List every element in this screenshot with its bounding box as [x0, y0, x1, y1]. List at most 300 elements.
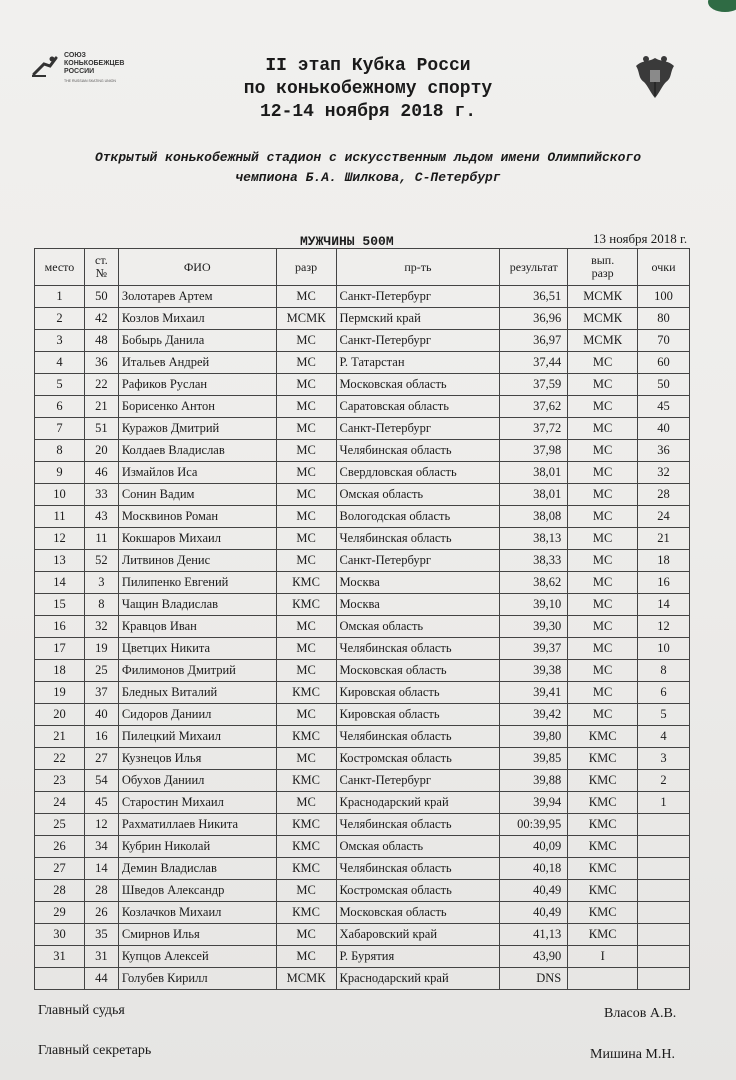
cell-rank: КМС	[276, 682, 336, 704]
cell-region: Московская область	[336, 374, 500, 396]
cell-achieved-rank: КМС	[568, 902, 638, 924]
cell-result: 37,98	[500, 440, 568, 462]
cell-achieved-rank: МСМК	[568, 286, 638, 308]
table-row	[35, 374, 690, 396]
title-line-2: по конькобежному спорту	[243, 79, 493, 99]
cell-place: 13	[35, 550, 85, 572]
cell-points: 18	[638, 550, 690, 572]
cell-achieved-rank: МС	[568, 528, 638, 550]
cell-rank: МС	[276, 792, 336, 814]
cell-start-number: 20	[84, 440, 118, 462]
cell-result: DNS	[500, 968, 568, 990]
cell-place: 22	[35, 748, 85, 770]
cell-achieved-rank: МС	[568, 594, 638, 616]
cell-athlete-name: Измайлов Иса	[118, 462, 276, 484]
cell-place: 1	[35, 286, 85, 308]
event-date: 13 ноября 2018 г.	[593, 231, 688, 246]
table-row	[35, 814, 690, 836]
cell-points: 14	[638, 594, 690, 616]
cell-rank: МС	[276, 418, 336, 440]
cell-athlete-name: Рахматиллаев Никита	[118, 814, 276, 836]
cell-place: 14	[35, 572, 85, 594]
cell-result: 38,01	[500, 462, 568, 484]
cell-start-number: 36	[84, 352, 118, 374]
cell-start-number: 14	[84, 858, 118, 880]
cell-rank: КМС	[276, 726, 336, 748]
cell-points: 3	[638, 748, 690, 770]
cell-place	[35, 968, 85, 990]
cell-points: 45	[638, 396, 690, 418]
cell-points	[638, 836, 690, 858]
cell-points	[638, 946, 690, 968]
cell-points: 100	[638, 286, 690, 308]
cell-rank: МС	[276, 704, 336, 726]
cell-points: 60	[638, 352, 690, 374]
cell-place: 3	[35, 330, 85, 352]
cell-achieved-rank: КМС	[568, 726, 638, 748]
cell-start-number: 52	[84, 550, 118, 572]
cell-points: 12	[638, 616, 690, 638]
cell-place: 25	[35, 814, 85, 836]
cell-start-number: 28	[84, 880, 118, 902]
cell-athlete-name: Кравцов Иван	[118, 616, 276, 638]
cell-start-number: 42	[84, 308, 118, 330]
cell-achieved-rank: МС	[568, 418, 638, 440]
col-header-achieved-rank: вып. разр	[568, 249, 638, 286]
table-row	[35, 726, 690, 748]
cell-start-number: 44	[84, 968, 118, 990]
cell-achieved-rank: МСМК	[568, 308, 638, 330]
cell-start-number: 40	[84, 704, 118, 726]
cell-achieved-rank: МС	[568, 572, 638, 594]
cell-rank: КМС	[276, 858, 336, 880]
cell-rank: КМС	[276, 814, 336, 836]
cell-result: 38,13	[500, 528, 568, 550]
cell-points	[638, 968, 690, 990]
cell-achieved-rank: КМС	[568, 858, 638, 880]
cell-region: Костромская область	[336, 880, 500, 902]
cell-region: Кировская область	[336, 682, 500, 704]
venue-line-2: чемпиона Б.А. Шилкова, С-Петербург	[235, 170, 501, 185]
cell-rank: МС	[276, 946, 336, 968]
table-row	[35, 968, 690, 990]
cell-rank: МС	[276, 528, 336, 550]
col-header-name: ФИО	[118, 249, 276, 286]
cell-start-number: 50	[84, 286, 118, 308]
cell-points	[638, 880, 690, 902]
cell-result: 37,44	[500, 352, 568, 374]
cell-athlete-name: Демин Владислав	[118, 858, 276, 880]
cell-region: Р. Татарстан	[336, 352, 500, 374]
cell-region: Саратовская область	[336, 396, 500, 418]
cell-start-number: 22	[84, 374, 118, 396]
chief-judge-label: Главный судья	[38, 1003, 125, 1018]
table-row	[35, 638, 690, 660]
cell-result: 39,85	[500, 748, 568, 770]
cell-start-number: 43	[84, 506, 118, 528]
cell-rank: МС	[276, 286, 336, 308]
cell-start-number: 12	[84, 814, 118, 836]
cell-start-number: 37	[84, 682, 118, 704]
cell-athlete-name: Сонин Вадим	[118, 484, 276, 506]
cell-region: Омская область	[336, 836, 500, 858]
cell-result: 37,59	[500, 374, 568, 396]
cell-points	[638, 858, 690, 880]
cell-rank: МС	[276, 374, 336, 396]
cell-athlete-name: Купцов Алексей	[118, 946, 276, 968]
cell-rank: МС	[276, 484, 336, 506]
cell-achieved-rank: МС	[568, 484, 638, 506]
cell-athlete-name: Бобырь Данила	[118, 330, 276, 352]
cell-place: 4	[35, 352, 85, 374]
cell-region: Санкт-Петербург	[336, 418, 500, 440]
cell-achieved-rank: КМС	[568, 880, 638, 902]
cell-region: Челябинская область	[336, 726, 500, 748]
cell-achieved-rank: МС	[568, 704, 638, 726]
cell-start-number: 51	[84, 418, 118, 440]
cell-athlete-name: Бледных Виталий	[118, 682, 276, 704]
cell-rank: МС	[276, 462, 336, 484]
cell-result: 36,96	[500, 308, 568, 330]
cell-points	[638, 924, 690, 946]
cell-rank: МС	[276, 748, 336, 770]
cell-achieved-rank: МС	[568, 462, 638, 484]
cell-place: 5	[35, 374, 85, 396]
cell-points: 50	[638, 374, 690, 396]
cell-rank: МС	[276, 506, 336, 528]
cell-region: Пермский край	[336, 308, 500, 330]
logo-tagline: THE RUSSIAN SKATING UNION	[64, 79, 116, 83]
cell-place: 26	[35, 836, 85, 858]
cell-result: 38,08	[500, 506, 568, 528]
table-row	[35, 704, 690, 726]
cell-athlete-name: Колдаев Владислав	[118, 440, 276, 462]
cell-athlete-name: Кокшаров Михаил	[118, 528, 276, 550]
cell-place: 24	[35, 792, 85, 814]
cell-result: 39,94	[500, 792, 568, 814]
cell-result: 00:39,95	[500, 814, 568, 836]
cell-place: 23	[35, 770, 85, 792]
cell-place: 20	[35, 704, 85, 726]
cell-rank: МСМК	[276, 308, 336, 330]
cell-result: 36,51	[500, 286, 568, 308]
cell-result: 39,38	[500, 660, 568, 682]
cell-region: Челябинская область	[336, 814, 500, 836]
col-header-rank: разр	[276, 249, 336, 286]
table-row	[35, 594, 690, 616]
cell-start-number: 32	[84, 616, 118, 638]
cell-region: Кировская область	[336, 704, 500, 726]
cell-rank: МС	[276, 330, 336, 352]
cell-points: 16	[638, 572, 690, 594]
cell-athlete-name: Итальев Андрей	[118, 352, 276, 374]
cell-athlete-name: Кузнецов Илья	[118, 748, 276, 770]
cell-region: Челябинская область	[336, 440, 500, 462]
col-header-place: место	[35, 249, 85, 286]
cell-achieved-rank: КМС	[568, 814, 638, 836]
cell-points	[638, 902, 690, 924]
col-header-region: пр-ть	[336, 249, 500, 286]
table-row	[35, 902, 690, 924]
cell-points: 36	[638, 440, 690, 462]
cell-region: Санкт-Петербург	[336, 330, 500, 352]
cell-result: 39,37	[500, 638, 568, 660]
cell-athlete-name: Золотарев Артем	[118, 286, 276, 308]
table-header-row	[35, 249, 690, 286]
cell-place: 7	[35, 418, 85, 440]
table-row	[35, 748, 690, 770]
cell-points: 32	[638, 462, 690, 484]
cell-place: 19	[35, 682, 85, 704]
cell-rank: МС	[276, 396, 336, 418]
cell-start-number: 21	[84, 396, 118, 418]
cell-athlete-name: Филимонов Дмитрий	[118, 660, 276, 682]
cell-region: Челябинская область	[336, 638, 500, 660]
cell-region: Москва	[336, 572, 500, 594]
col-header-result: результат	[500, 249, 568, 286]
cell-start-number: 16	[84, 726, 118, 748]
table-row	[35, 418, 690, 440]
cell-result: 39,80	[500, 726, 568, 748]
cell-place: 28	[35, 880, 85, 902]
cell-achieved-rank: МС	[568, 616, 638, 638]
table-row	[35, 924, 690, 946]
chief-secretary-label: Главный секретарь	[38, 1043, 152, 1058]
cell-athlete-name: Обухов Даниил	[118, 770, 276, 792]
cell-place: 29	[35, 902, 85, 924]
cell-rank: КМС	[276, 770, 336, 792]
cell-rank: МС	[276, 550, 336, 572]
table-row	[35, 660, 690, 682]
cell-region: Челябинская область	[336, 858, 500, 880]
cell-place: 30	[35, 924, 85, 946]
cell-rank: МС	[276, 660, 336, 682]
cell-achieved-rank: МСМК	[568, 330, 638, 352]
col-header-points: очки	[638, 249, 690, 286]
cell-result: 39,10	[500, 594, 568, 616]
cell-place: 9	[35, 462, 85, 484]
cell-athlete-name: Рафиков Руслан	[118, 374, 276, 396]
cell-region: Омская область	[336, 616, 500, 638]
cell-place: 27	[35, 858, 85, 880]
cell-rank: МС	[276, 638, 336, 660]
cell-points: 6	[638, 682, 690, 704]
cell-points: 10	[638, 638, 690, 660]
cell-achieved-rank: МС	[568, 396, 638, 418]
cell-athlete-name: Цветцих Никита	[118, 638, 276, 660]
cell-region: Р. Бурятия	[336, 946, 500, 968]
cell-athlete-name: Пилипенко Евгений	[118, 572, 276, 594]
cell-points: 2	[638, 770, 690, 792]
cell-region: Костромская область	[336, 748, 500, 770]
cell-points: 24	[638, 506, 690, 528]
cell-achieved-rank: МС	[568, 374, 638, 396]
cell-start-number: 27	[84, 748, 118, 770]
cell-rank: КМС	[276, 572, 336, 594]
cell-region: Санкт-Петербург	[336, 286, 500, 308]
cell-rank: МС	[276, 616, 336, 638]
cell-athlete-name: Москвинов Роман	[118, 506, 276, 528]
cell-start-number: 35	[84, 924, 118, 946]
table-row	[35, 946, 690, 968]
cell-region: Челябинская область	[336, 528, 500, 550]
table-row	[35, 550, 690, 572]
cell-achieved-rank: КМС	[568, 792, 638, 814]
cell-rank: МС	[276, 880, 336, 902]
corner-object	[708, 0, 736, 12]
table-row	[35, 572, 690, 594]
cell-rank: КМС	[276, 902, 336, 924]
table-row	[35, 880, 690, 902]
cell-start-number: 34	[84, 836, 118, 858]
table-row	[35, 858, 690, 880]
cell-rank: МСМК	[276, 968, 336, 990]
cell-athlete-name: Козлов Михаил	[118, 308, 276, 330]
cell-region: Омская область	[336, 484, 500, 506]
cell-result: 40,49	[500, 902, 568, 924]
cell-place: 18	[35, 660, 85, 682]
cell-achieved-rank: МС	[568, 352, 638, 374]
cell-rank: МС	[276, 440, 336, 462]
cell-place: 16	[35, 616, 85, 638]
cell-achieved-rank: МС	[568, 550, 638, 572]
cell-points: 40	[638, 418, 690, 440]
logo-text: СОЮЗ КОНЬКОБЕЖЦЕВ РОССИИ	[64, 52, 125, 75]
cell-result: 40,18	[500, 858, 568, 880]
event-title: МУЖЧИНЫ 500М	[300, 234, 394, 249]
table-row	[35, 792, 690, 814]
cell-place: 15	[35, 594, 85, 616]
cell-athlete-name: Литвинов Денис	[118, 550, 276, 572]
cell-result: 43,90	[500, 946, 568, 968]
cell-place: 6	[35, 396, 85, 418]
table-row	[35, 528, 690, 550]
cell-athlete-name: Козлачков Михаил	[118, 902, 276, 924]
cell-points: 28	[638, 484, 690, 506]
cell-rank: МС	[276, 352, 336, 374]
cell-rank: КМС	[276, 594, 336, 616]
cell-start-number: 25	[84, 660, 118, 682]
cell-start-number: 8	[84, 594, 118, 616]
cell-region: Московская область	[336, 660, 500, 682]
cell-points: 70	[638, 330, 690, 352]
cell-start-number: 46	[84, 462, 118, 484]
table-row	[35, 484, 690, 506]
cell-place: 21	[35, 726, 85, 748]
table-row	[35, 836, 690, 858]
table-row	[35, 286, 690, 308]
cell-start-number: 26	[84, 902, 118, 924]
cell-athlete-name: Борисенко Антон	[118, 396, 276, 418]
cell-athlete-name: Куражов Дмитрий	[118, 418, 276, 440]
cell-athlete-name: Сидоров Даниил	[118, 704, 276, 726]
cell-place: 12	[35, 528, 85, 550]
cell-rank: МС	[276, 924, 336, 946]
cell-achieved-rank: КМС	[568, 836, 638, 858]
cell-achieved-rank: МС	[568, 440, 638, 462]
cell-athlete-name: Чащин Владислав	[118, 594, 276, 616]
cell-points: 21	[638, 528, 690, 550]
cell-achieved-rank: МС	[568, 638, 638, 660]
chief-judge-name: Власов А.В.	[604, 1006, 677, 1021]
cell-achieved-rank	[568, 968, 638, 990]
cell-start-number: 54	[84, 770, 118, 792]
cell-points	[638, 814, 690, 836]
cell-achieved-rank: МС	[568, 506, 638, 528]
cell-rank: КМС	[276, 836, 336, 858]
cell-region: Санкт-Петербург	[336, 770, 500, 792]
cell-athlete-name: Пилецкий Михаил	[118, 726, 276, 748]
cell-start-number: 45	[84, 792, 118, 814]
cell-place: 2	[35, 308, 85, 330]
table-row	[35, 440, 690, 462]
cell-place: 11	[35, 506, 85, 528]
cell-result: 39,88	[500, 770, 568, 792]
table-row	[35, 682, 690, 704]
cell-start-number: 19	[84, 638, 118, 660]
cell-result: 36,97	[500, 330, 568, 352]
cell-place: 8	[35, 440, 85, 462]
cell-athlete-name: Кубрин Николай	[118, 836, 276, 858]
table-row	[35, 396, 690, 418]
cell-start-number: 48	[84, 330, 118, 352]
cell-result: 38,62	[500, 572, 568, 594]
cell-points: 5	[638, 704, 690, 726]
cell-achieved-rank: КМС	[568, 748, 638, 770]
cell-result: 41,13	[500, 924, 568, 946]
cell-region: Свердловская область	[336, 462, 500, 484]
cell-athlete-name: Шведов Александр	[118, 880, 276, 902]
cell-start-number: 33	[84, 484, 118, 506]
title-line-3: 12-14 ноября 2018 г.	[259, 102, 477, 122]
cell-result: 37,72	[500, 418, 568, 440]
cell-achieved-rank: I	[568, 946, 638, 968]
cell-result: 38,01	[500, 484, 568, 506]
cell-region: Московская область	[336, 902, 500, 924]
cell-result: 39,42	[500, 704, 568, 726]
cell-points: 80	[638, 308, 690, 330]
cell-region: Вологодская область	[336, 506, 500, 528]
col-header-start-number: ст. №	[84, 249, 118, 286]
venue-line-1: Открытый конькобежный стадион с искусственным льдом имени Олимпийского	[94, 150, 642, 165]
cell-points: 8	[638, 660, 690, 682]
cell-points: 4	[638, 726, 690, 748]
table-row	[35, 308, 690, 330]
cell-athlete-name: Голубев Кирилл	[118, 968, 276, 990]
cell-start-number: 3	[84, 572, 118, 594]
cell-achieved-rank: МС	[568, 660, 638, 682]
cell-achieved-rank: КМС	[568, 770, 638, 792]
cell-achieved-rank: МС	[568, 682, 638, 704]
title-line-1: II этап Кубка Росси	[265, 56, 471, 76]
results-table	[34, 248, 690, 990]
chief-secretary-name: Мишина М.Н.	[590, 1047, 675, 1062]
cell-result: 40,49	[500, 880, 568, 902]
cell-start-number: 11	[84, 528, 118, 550]
table-row	[35, 330, 690, 352]
cell-place: 10	[35, 484, 85, 506]
cell-result: 37,62	[500, 396, 568, 418]
cell-result: 40,09	[500, 836, 568, 858]
table-row	[35, 506, 690, 528]
cell-result: 38,33	[500, 550, 568, 572]
cell-athlete-name: Старостин Михаил	[118, 792, 276, 814]
cell-place: 17	[35, 638, 85, 660]
table-row	[35, 616, 690, 638]
cell-place: 31	[35, 946, 85, 968]
cell-region: Санкт-Петербург	[336, 550, 500, 572]
table-row	[35, 770, 690, 792]
